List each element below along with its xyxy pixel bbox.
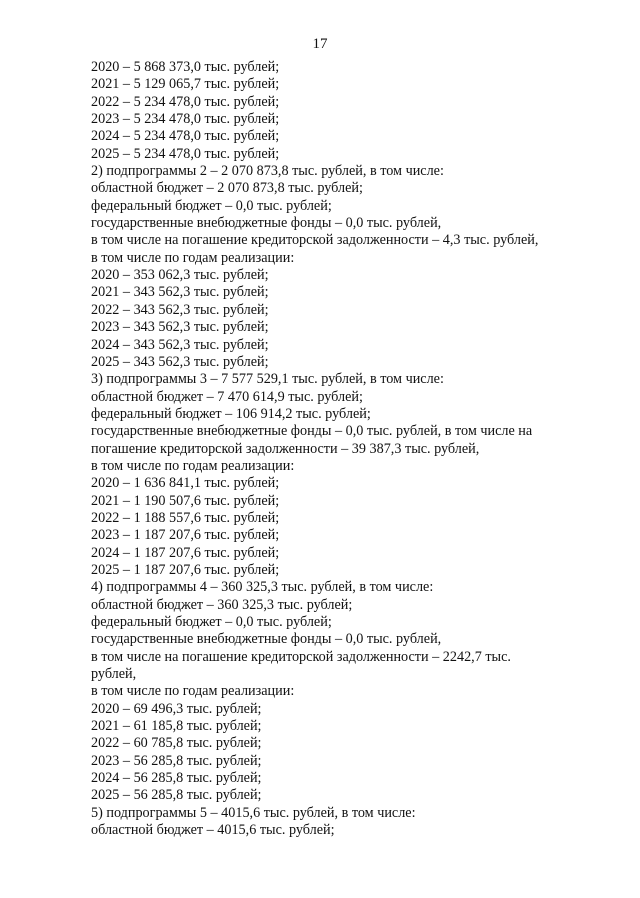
text-line: в том числе по годам реализации: [91,683,295,700]
text-line: 3) подпрограммы 3 – 7 577 529,1 тыс. рублей, в том числе: [91,371,444,388]
text-line: в том числе по годам реализации: [91,457,295,474]
text-line: 2024 – 56 285,8 тыс. рублей; [91,770,262,787]
text-line: федеральный бюджет – 0,0 тыс. рублей; [91,614,332,630]
document-body [91,59,591,839]
text-line: 2022 – 5 234 478,0 тыс. рублей; [91,93,280,110]
text-line: федеральный бюджет – 0,0 тыс. рублей; [91,197,332,214]
text-line: 2021 – 5 129 065,7 тыс. рублей; [91,76,280,93]
text-line: 2024 – 1 187 207,6 тыс. рублей; [91,544,280,561]
text-line: 2024 – 5 234 478,0 тыс. рублей; [91,128,280,145]
text-line: 2020 – 1 636 841,1 тыс. рублей; [91,475,280,492]
text-line: государственные внебюджетные фонды – 0,0 тыс. рублей, в том числе на [91,423,533,440]
text-line: погашение кредиторской задолженности – 39 387,3 тыс. рублей, [91,440,480,457]
text-line: 2024 – 343 562,3 тыс. рублей; [91,336,269,353]
text-line: 2023 – 343 562,3 тыс. рублей; [91,319,269,336]
text-line: 2023 – 1 187 207,6 тыс. рублей; [91,527,280,544]
text-line: 2025 – 56 285,8 тыс. рублей; [91,787,262,804]
text-line: 2025 – 1 187 207,6 тыс. рублей; [91,561,280,578]
text-line: областной бюджет – 360 325,3 тыс. рублей; [91,596,353,613]
text-line: 2021 – 343 562,3 тыс. рублей; [91,284,269,301]
text-line: 2021 – 1 190 507,6 тыс. рублей; [91,492,280,509]
text-line: 2025 – 343 562,3 тыс. рублей; [91,353,269,370]
text-line: 2) подпрограммы 2 – 2 070 873,8 тыс. рублей, в том числе: [91,163,444,180]
page-number: 17 [312,36,328,52]
text-line: рублей, [91,666,137,683]
text-line: государственные внебюджетные фонды – 0,0 тыс. рублей, [91,631,442,648]
text-line: 2020 – 5 868 373,0 тыс. рублей; [91,59,280,75]
text-line: в том числе на погашение кредиторской задолженности – 2242,7 тыс. [91,648,511,665]
text-line: государственные внебюджетные фонды – 0,0 тыс. рублей, [91,215,442,232]
text-line: 2022 – 343 562,3 тыс. рублей; [91,301,269,318]
text-line: 5) подпрограммы 5 – 4015,6 тыс. рублей, в том числе: [91,804,416,821]
text-line: 2022 – 1 188 557,6 тыс. рублей; [91,509,280,526]
text-line: 2023 – 56 285,8 тыс. рублей; [91,752,262,769]
text-line: областной бюджет – 4015,6 тыс. рублей; [91,822,335,839]
text-line: 2023 – 5 234 478,0 тыс. рублей; [91,111,280,128]
text-line: 2020 – 69 496,3 тыс. рублей; [91,700,262,717]
text-line: в том числе на погашение кредиторской задолженности – 4,3 тыс. рублей, [91,232,539,249]
text-line: федеральный бюджет – 106 914,2 тыс. рублей; [91,405,371,422]
text-line: областной бюджет – 7 470 614,9 тыс. рублей; [91,388,363,405]
text-line: областной бюджет – 2 070 873,8 тыс. рублей; [91,180,363,197]
text-line: 2020 – 353 062,3 тыс. рублей; [91,267,269,284]
text-line: в том числе по годам реализации: [91,249,295,266]
text-line: 4) подпрограммы 4 – 360 325,3 тыс. рублей, в том числе: [91,579,434,596]
text-line: 2022 – 60 785,8 тыс. рублей; [91,735,262,752]
text-line: 2025 – 5 234 478,0 тыс. рублей; [91,145,280,162]
text-line: 2021 – 61 185,8 тыс. рублей; [91,718,262,735]
